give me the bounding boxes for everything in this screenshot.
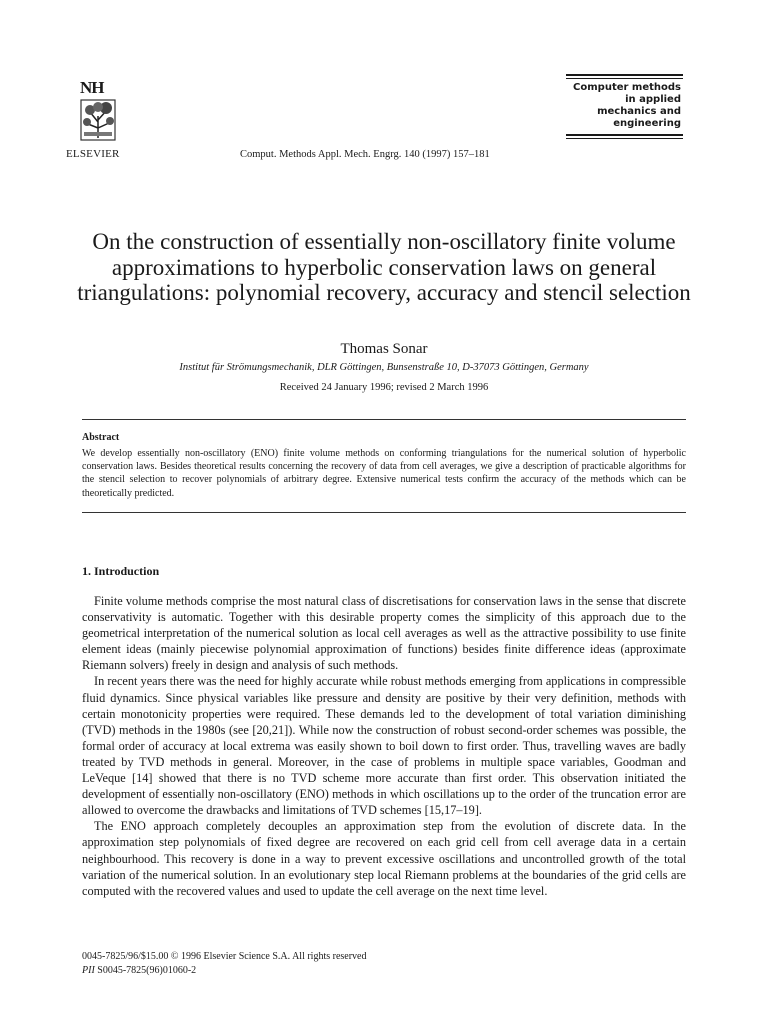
pii-label: PII: [82, 965, 95, 976]
received-dates: Received 24 January 1996; revised 2 March 1996: [279, 382, 489, 393]
paragraph: The ENO approach completely decouples an approximation step from the evolution of discrete data. In the approximation step polynomials of fixed degree are recovered on each grid cell from cell average data in a certain neighbourhood. This recovery is done in a way to prevent excessive oscillations and uncontrolled growth of the total variation of the numerical solution. In an evolutionary step local Riemann problems at the boundaries of the grid cells are computed with the recovered values and used to update the cell average on the next time level.: [82, 819, 686, 898]
journal-masthead: [566, 74, 683, 139]
masthead-rule-bottom: [566, 134, 683, 136]
author-affiliation: Institut für Strömungsmechanik, DLR Göttingen, Bunsenstraße 10, D-37073 Göttingen, Germany: [179, 362, 589, 373]
publisher-mark: NH: [80, 78, 104, 97]
journal-name-line-1: Computer methods: [573, 82, 681, 93]
journal-name-line-3: mechanics and: [597, 106, 681, 117]
paragraph: Finite volume methods comprise the most natural class of discretisations for conservation laws in the sense that discrete conservativity is automatic. Together with this desirable property comes the simplicity of this approach due to the geometrical interpretation of the numerical solution as local cell averages as well as the attractive possibility to use finite element ideas (mainly piecewise polynomial approximation of functions) besides finite difference ideas (approximate Riemann solvers) freely in design and analysis of such methods.: [82, 594, 686, 673]
masthead-rule-top: [566, 74, 683, 76]
page-footer: [82, 950, 367, 978]
abstract-heading: Abstract: [82, 432, 120, 443]
article-title: On the construction of essentially non-oscillatory finite volume approximations to hyperbolic conservation laws on general triangulations: polynomial recovery, accuracy and stencil selection: [77, 229, 691, 305]
section-heading: 1. Introduction: [82, 564, 160, 578]
journal-name-line-2: in applied: [625, 94, 681, 105]
abstract-rule-top: [82, 419, 686, 420]
journal-citation: Comput. Methods Appl. Mech. Engrg. 140 (1997) 157–181: [240, 149, 490, 160]
pii-line: [82, 964, 367, 978]
abstract-text: We develop essentially non-oscillatory (ENO) finite volume methods on conforming triangulations for the numerical solution of hyperbolic conservation laws. Besides theoretical results concerning the recovery of data from cell averages, we give a description of practicable algorithms for the stencil selection to recover polynomials of arbitrary degree. Extensive numerical tests confirm the accuracy of the methods which can be theoretically predicted.: [82, 448, 686, 499]
publisher-logo: [66, 78, 136, 160]
abstract-rule-bottom: [82, 512, 686, 513]
journal-name-line-4: engineering: [613, 118, 681, 129]
masthead-rule-thin: [566, 78, 683, 79]
masthead-rule-thin-bottom: [566, 138, 683, 139]
section-body: [82, 593, 686, 899]
elsevier-tree-icon: [78, 98, 118, 142]
pii-code: S0045-7825(96)01060-2: [97, 965, 197, 976]
author-name: Thomas Sonar: [340, 341, 428, 357]
publisher-name: ELSEVIER: [66, 148, 120, 160]
copyright-line: 0045-7825/96/$15.00 © 1996 Elsevier Science S.A. All rights reserved: [82, 951, 367, 962]
paragraph: In recent years there was the need for highly accurate while robust methods emerging from applications in compressible fluid dynamics. Since physical variables like pressure and density are positive by their very definition, methods with certain monotonicity properties were required. These demands led to the development of total variation diminishing (TVD) methods in the 1980s (see [20,21]). While now the construction of robust second-order schemes was possible, the formal order of accuracy at local extrema was easily shown to boil down to first order. Thus, travelling waves are badly treated by TVD methods in general. Moreover, in the case of problems in multiple space variables, Goodman and LeVeque [14] showed that there is no TVD scheme more accurate than first order. This observation initiated the development of essentially non-oscillatory (ENO) methods in which oscillations up to the order of the truncation error are allowed to overcome the drawbacks and limitations of TVD schemes [15,17–19].: [82, 674, 686, 818]
